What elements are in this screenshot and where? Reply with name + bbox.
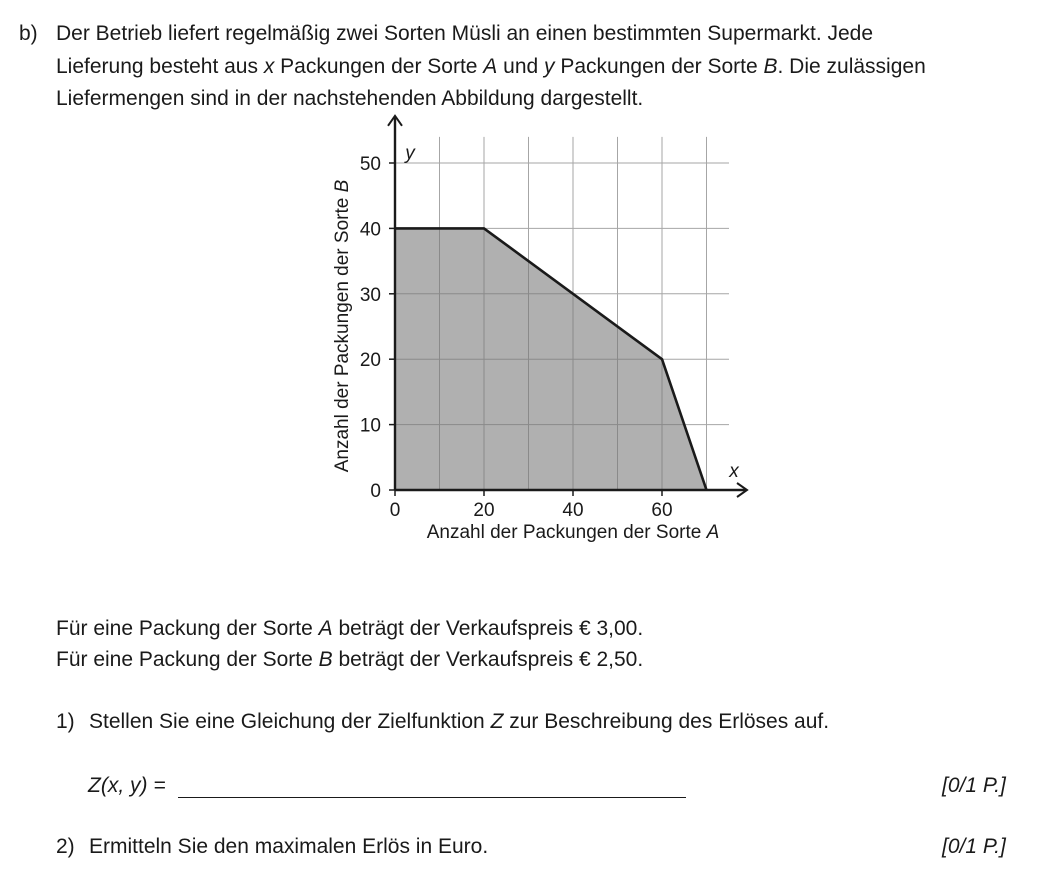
y-tick-label: 40 — [359, 219, 381, 241]
question-1-text — [89, 706, 829, 738]
y-tick-label: 10 — [359, 415, 381, 437]
x-tick-label: 0 — [389, 500, 401, 521]
y-axis-symbol: y — [405, 143, 415, 164]
var-x: x — [263, 55, 275, 78]
question-1-number: 1) — [56, 710, 75, 733]
price-a — [56, 613, 643, 645]
y-tick-label: 0 — [370, 481, 381, 502]
x-axis-label-text: Anzahl der Packungen der Sorte — [426, 522, 707, 543]
y-tick-label: 20 — [359, 350, 381, 372]
price-text: Für eine Packung der Sorte — [56, 648, 319, 671]
intro-text: . Die zulässigen — [777, 55, 926, 78]
y-tick-label: 50 — [359, 154, 381, 175]
y-tick-label: 30 — [359, 284, 381, 306]
var-a: A — [318, 617, 333, 640]
price-b — [56, 644, 643, 676]
x-tick-label: 20 — [473, 500, 495, 521]
x-tick-label: 60 — [651, 500, 673, 521]
intro-line-3: Liefermengen sind in der nachstehenden Abbildung dargestellt. — [56, 87, 644, 110]
question-2-number: 2) — [56, 835, 75, 858]
y-axis-label-text: Anzahl der Packungen der Sorte — [332, 192, 353, 473]
answer-line[interactable] — [178, 797, 686, 798]
y-axis-label — [332, 179, 353, 472]
intro-line-1: Der Betrieb liefert regelmäßig zwei Sorten Müsli an einen bestimmten Supermarkt. Jede — [56, 22, 874, 45]
intro-text: Lieferung besteht aus — [56, 55, 264, 78]
intro-text: Packungen der Sorte — [554, 55, 764, 78]
question-text: Stellen Sie eine Gleichung der Zielfunktion — [89, 710, 491, 733]
var-a: A — [483, 55, 498, 78]
question-2-text: Ermitteln Sie den maximalen Erlös in Euro. — [89, 835, 489, 858]
price-text: beträgt der Verkaufspreis € 3,00. — [332, 617, 644, 640]
var-b: B — [318, 648, 333, 671]
var-y: y — [544, 55, 555, 78]
task-label: b) — [19, 22, 38, 45]
var-b: B — [763, 55, 778, 78]
question-1-points: [0/1 P.] — [942, 774, 1006, 797]
x-axis-label-var: A — [706, 522, 720, 543]
intro-text: und — [497, 55, 545, 78]
x-axis-label — [427, 522, 720, 543]
price-text: beträgt der Verkaufspreis € 2,50. — [332, 648, 644, 671]
objective-function-formula: Z(x, y) = — [88, 774, 166, 797]
var-z: Z — [490, 710, 504, 733]
x-tick-label: 40 — [562, 500, 584, 521]
question-2-points: [0/1 P.] — [942, 835, 1006, 858]
intro-text: Packungen der Sorte — [274, 55, 484, 78]
x-axis-symbol: x — [729, 461, 739, 482]
price-text: Für eine Packung der Sorte — [56, 617, 319, 640]
question-text: zur Beschreibung des Erlöses auf. — [503, 710, 830, 733]
y-axis-label-var: B — [332, 179, 353, 193]
